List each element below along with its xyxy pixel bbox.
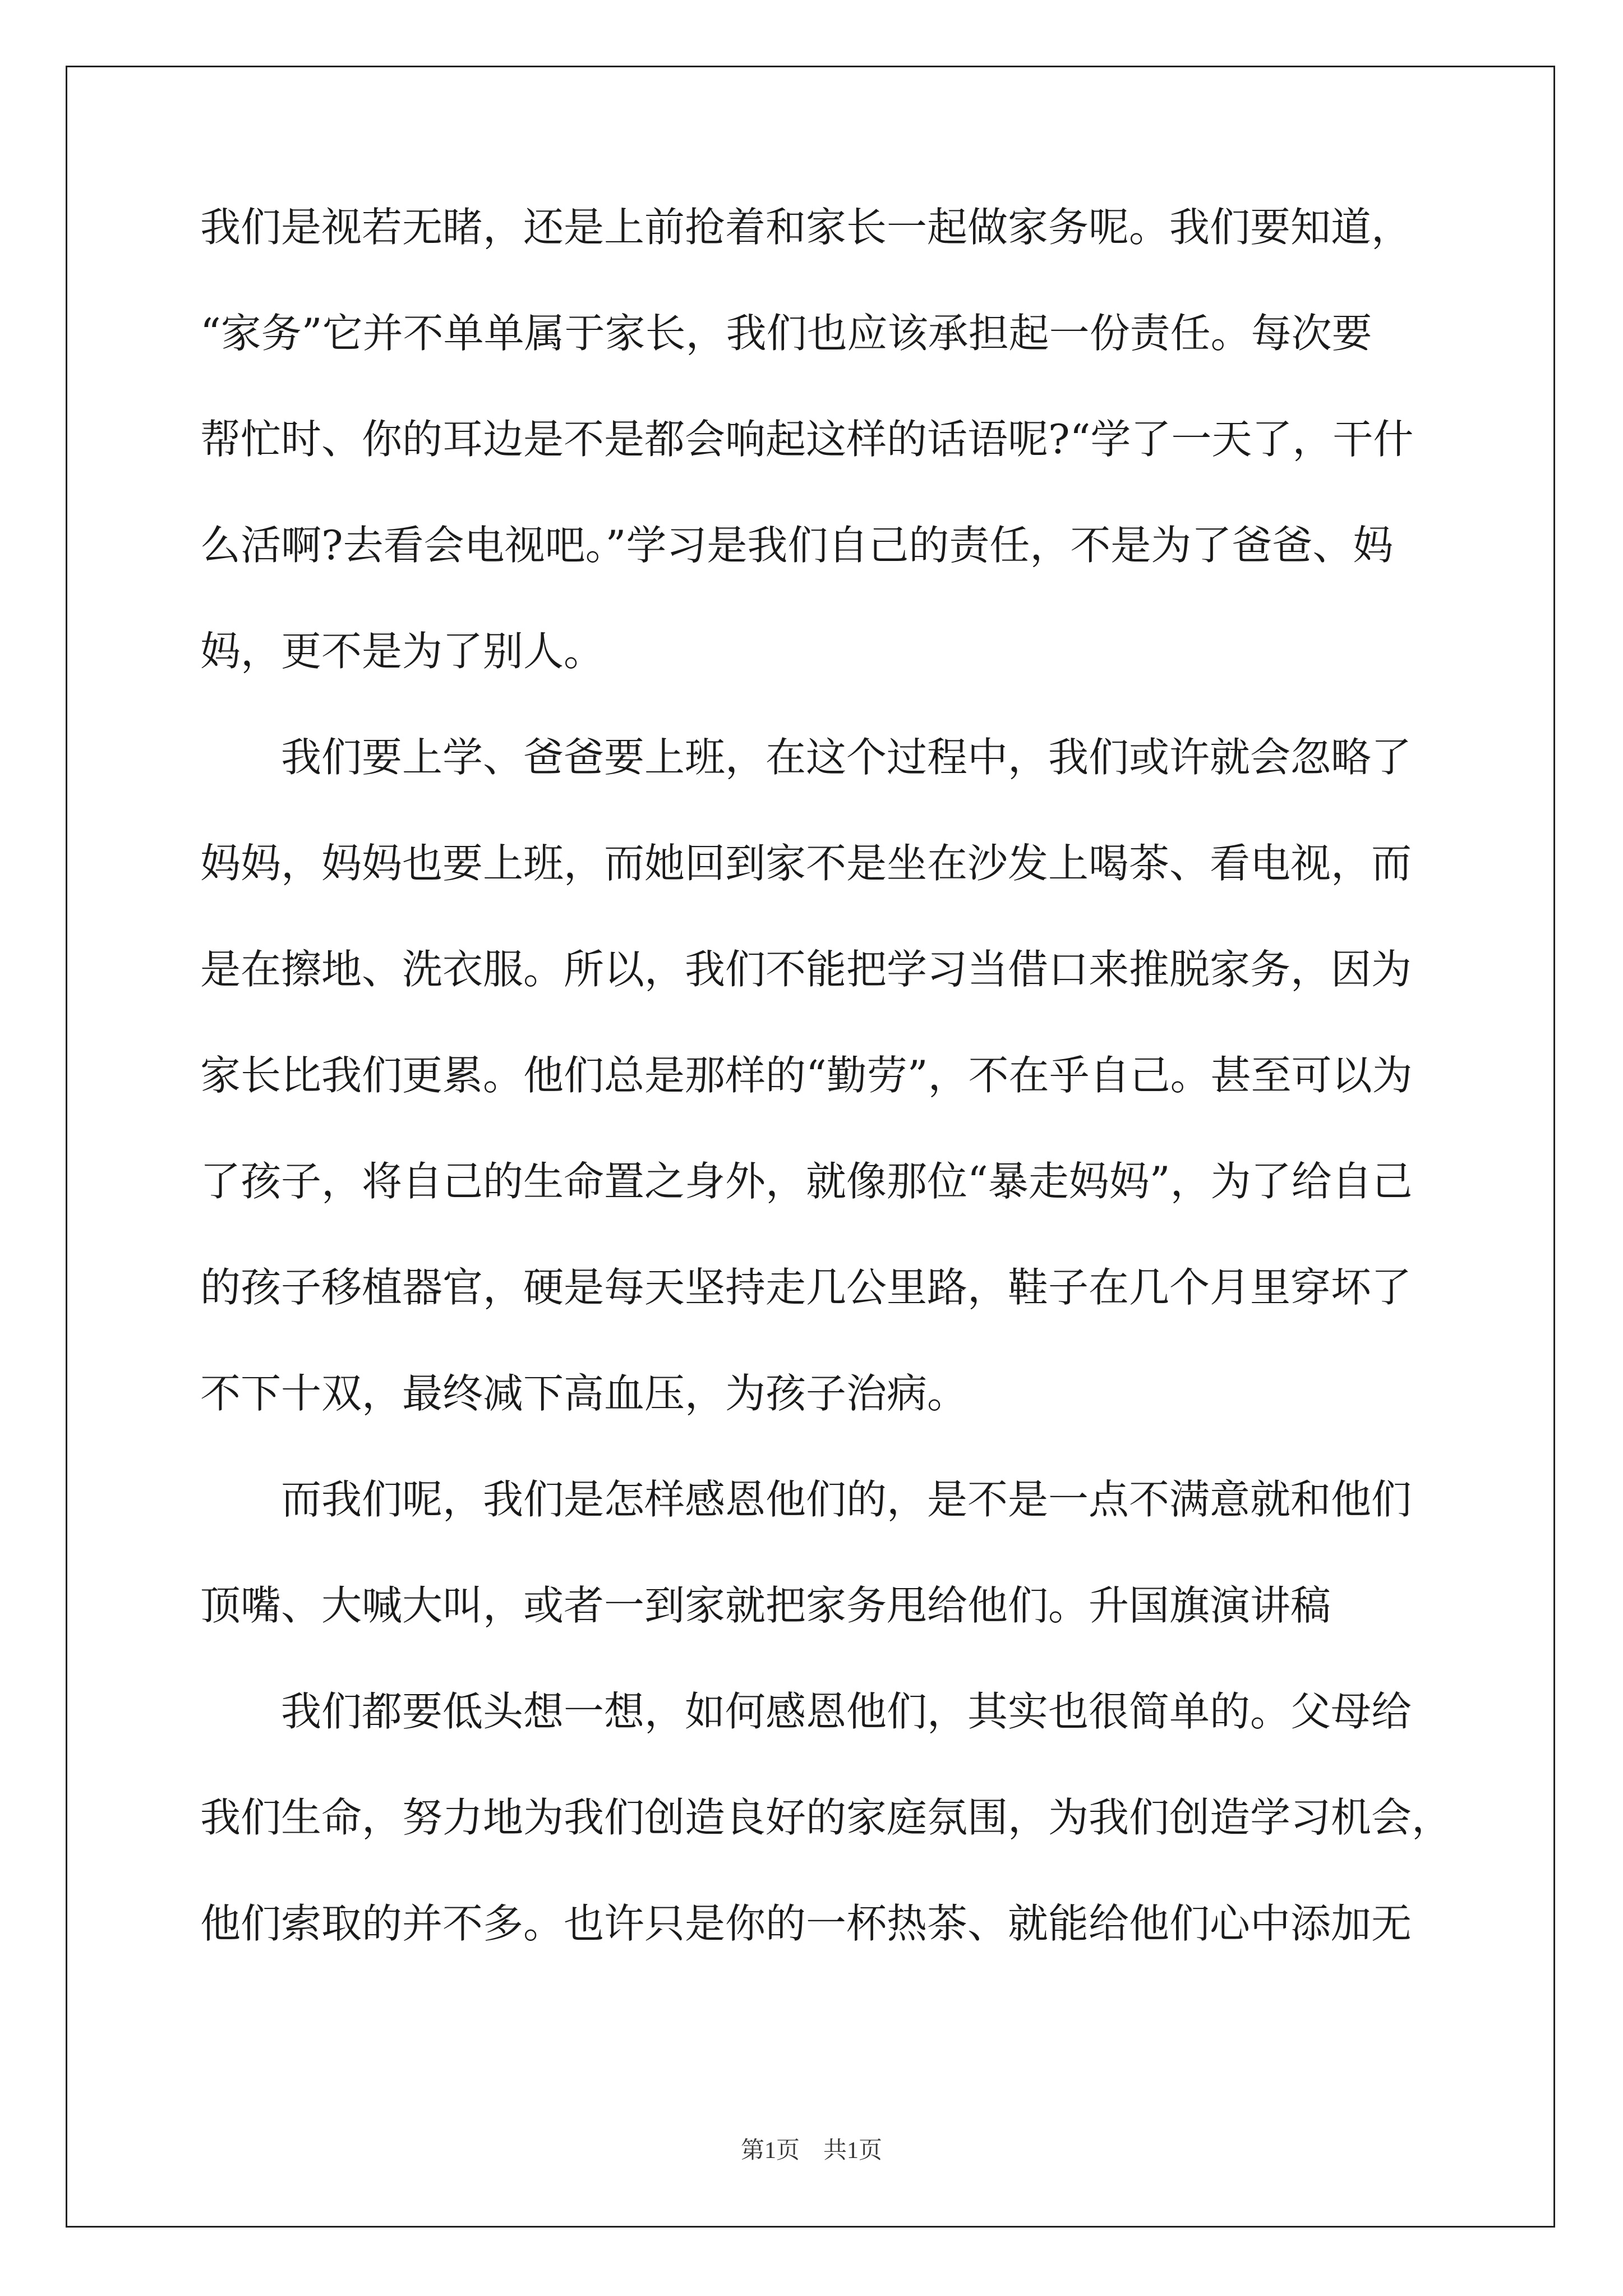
text-line: 他们索取的并不多。也许只是你的一杯热茶、就能给他们心中添加无 <box>200 1900 1412 1947</box>
text-line: 是在擦地、洗衣服。所以，我们不能把学习当借口来推脱家务，因为 <box>200 946 1412 993</box>
text-line: 我们是视若无睹，还是上前抢着和家长一起做家务呢。我们要知道， <box>200 204 1412 251</box>
text-line: “家务”它并不单单属于家长，我们也应该承担起一份责任。每次要 <box>200 310 1372 357</box>
text-line: 妈，更不是为了别人。 <box>200 628 605 675</box>
text-line: 帮忙时、你的耳边是不是都会响起这样的话语呢?“学了一天了，干什 <box>200 416 1414 463</box>
paragraph-first-line: 我们都要低头想一想，如何感恩他们，其实也很简单的。父母给 <box>281 1688 1412 1735</box>
text-line: 家长比我们更累。他们总是那样的“勤劳”，不在乎自己。甚至可以为 <box>200 1052 1413 1099</box>
text-line: 妈妈，妈妈也要上班，而她回到家不是坐在沙发上喝茶、看电视，而 <box>200 840 1412 887</box>
text-line: 顶嘴、大喊大叫，或者一到家就把家务甩给他们。升国旗演讲稿 <box>200 1582 1331 1629</box>
document-body <box>200 196 1453 1999</box>
paragraph-first-line: 而我们呢，我们是怎样感恩他们的，是不是一点不满意就和他们 <box>281 1476 1412 1523</box>
text-line: 的孩子移植器官，硬是每天坚持走几公里路，鞋子在几个月里穿坏了 <box>200 1264 1412 1311</box>
paragraph-first-line: 我们要上学、爸爸要上班，在这个过程中，我们或许就会忽略了 <box>281 734 1412 781</box>
text-line: 了孩子，将自己的生命置之身外，就像那位“暴走妈妈”，为了给自己 <box>200 1158 1413 1205</box>
page-number: 第1页 共1页 <box>740 2138 882 2164</box>
text-line: 不下十双，最终减下高血压，为孩子治病。 <box>200 1370 968 1417</box>
text-line: 我们生命，努力地为我们创造良好的家庭氛围，为我们创造学习机会， <box>200 1794 1453 1841</box>
text-line: 么活啊?去看会电视吧。”学习是我们自己的责任，不是为了爸爸、妈 <box>200 522 1394 569</box>
